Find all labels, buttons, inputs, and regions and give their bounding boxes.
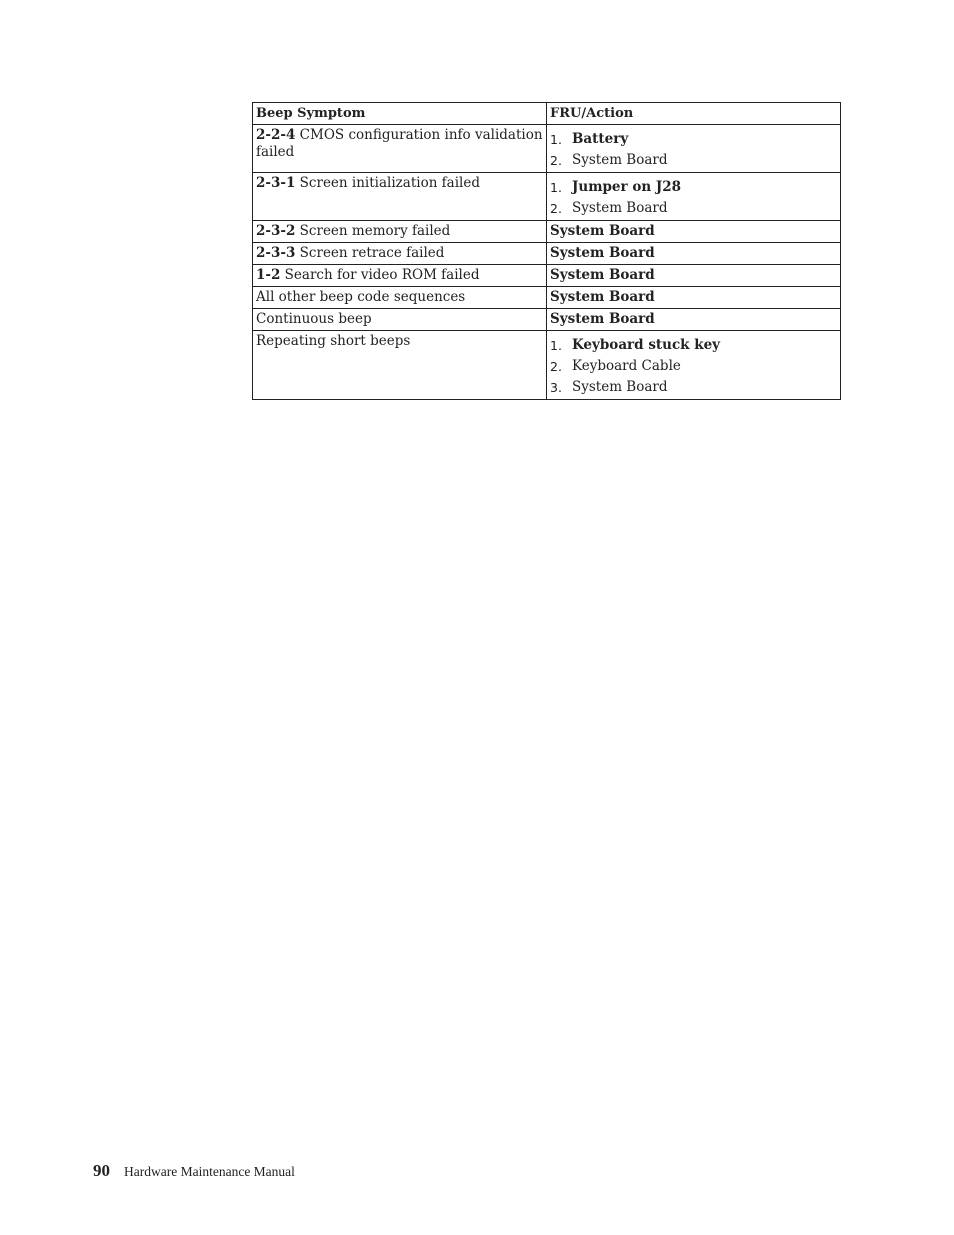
action-list <box>550 337 837 397</box>
step-text: Keyboard stuck key <box>572 337 721 353</box>
symptom-cell <box>253 309 547 331</box>
beep-code: 2-3-3 <box>256 245 296 261</box>
action-cell: System Board <box>547 221 841 243</box>
table-row <box>253 287 841 309</box>
action-list <box>550 131 837 170</box>
action-cell: System Board <box>547 243 841 265</box>
column-header-fru-action: FRU/Action <box>547 103 841 125</box>
step-number: 1. <box>550 180 562 195</box>
step-text: Keyboard Cable <box>572 358 681 374</box>
action-item <box>550 337 837 354</box>
table-row <box>253 243 841 265</box>
beep-symptom-table <box>252 102 841 400</box>
symptom-text: Search for video ROM failed <box>280 267 480 283</box>
manual-title: Hardware Maintenance Manual <box>124 1164 295 1179</box>
beep-code: 2-3-2 <box>256 223 296 239</box>
step-text: Battery <box>572 131 629 147</box>
step-number: 2. <box>550 201 562 216</box>
step-text: System Board <box>572 200 668 216</box>
table-row <box>253 331 841 400</box>
action-item <box>550 131 837 148</box>
table-row <box>253 265 841 287</box>
action-cell <box>547 173 841 221</box>
table-row <box>253 221 841 243</box>
symptom-text: Continuous beep <box>256 311 372 327</box>
step-number: 1. <box>550 338 562 353</box>
symptom-text: Repeating short beeps <box>256 333 411 349</box>
page-number: 90 <box>93 1161 110 1180</box>
symptom-text: Screen initialization failed <box>295 175 480 191</box>
step-number: 2. <box>550 359 562 374</box>
symptom-text: Screen retrace failed <box>295 245 445 261</box>
symptom-cell <box>253 265 547 287</box>
action-item <box>550 358 837 375</box>
step-text: System Board <box>572 379 668 395</box>
symptom-cell <box>253 243 547 265</box>
symptom-cell <box>253 221 547 243</box>
beep-code: 2-2-4 <box>256 127 296 143</box>
action-item <box>550 179 837 196</box>
symptom-cell <box>253 173 547 221</box>
action-cell: System Board <box>547 309 841 331</box>
symptom-text: Screen memory failed <box>295 223 451 239</box>
action-cell: System Board <box>547 265 841 287</box>
table-row <box>253 309 841 331</box>
step-text: System Board <box>572 152 668 168</box>
step-number: 3. <box>550 380 562 395</box>
action-cell <box>547 125 841 173</box>
symptom-text: All other beep code sequences <box>256 289 466 305</box>
symptom-cell <box>253 331 547 400</box>
step-number: 2. <box>550 153 562 168</box>
action-cell <box>547 331 841 400</box>
beep-code: 2-3-1 <box>256 175 296 191</box>
action-list <box>550 179 837 218</box>
table-header-row <box>253 103 841 125</box>
symptom-text: CMOS configuration info validation failed <box>256 127 543 160</box>
page-footer <box>93 1161 295 1181</box>
action-item <box>550 152 837 169</box>
action-item <box>550 200 837 217</box>
step-text: Jumper on J28 <box>572 179 682 195</box>
beep-code: 1-2 <box>256 267 281 283</box>
table-row <box>253 173 841 221</box>
symptom-cell <box>253 287 547 309</box>
action-item <box>550 379 837 396</box>
table-row <box>253 125 841 173</box>
action-cell: System Board <box>547 287 841 309</box>
column-header-beep-symptom: Beep Symptom <box>253 103 547 125</box>
step-number: 1. <box>550 132 562 147</box>
symptom-cell <box>253 125 547 173</box>
